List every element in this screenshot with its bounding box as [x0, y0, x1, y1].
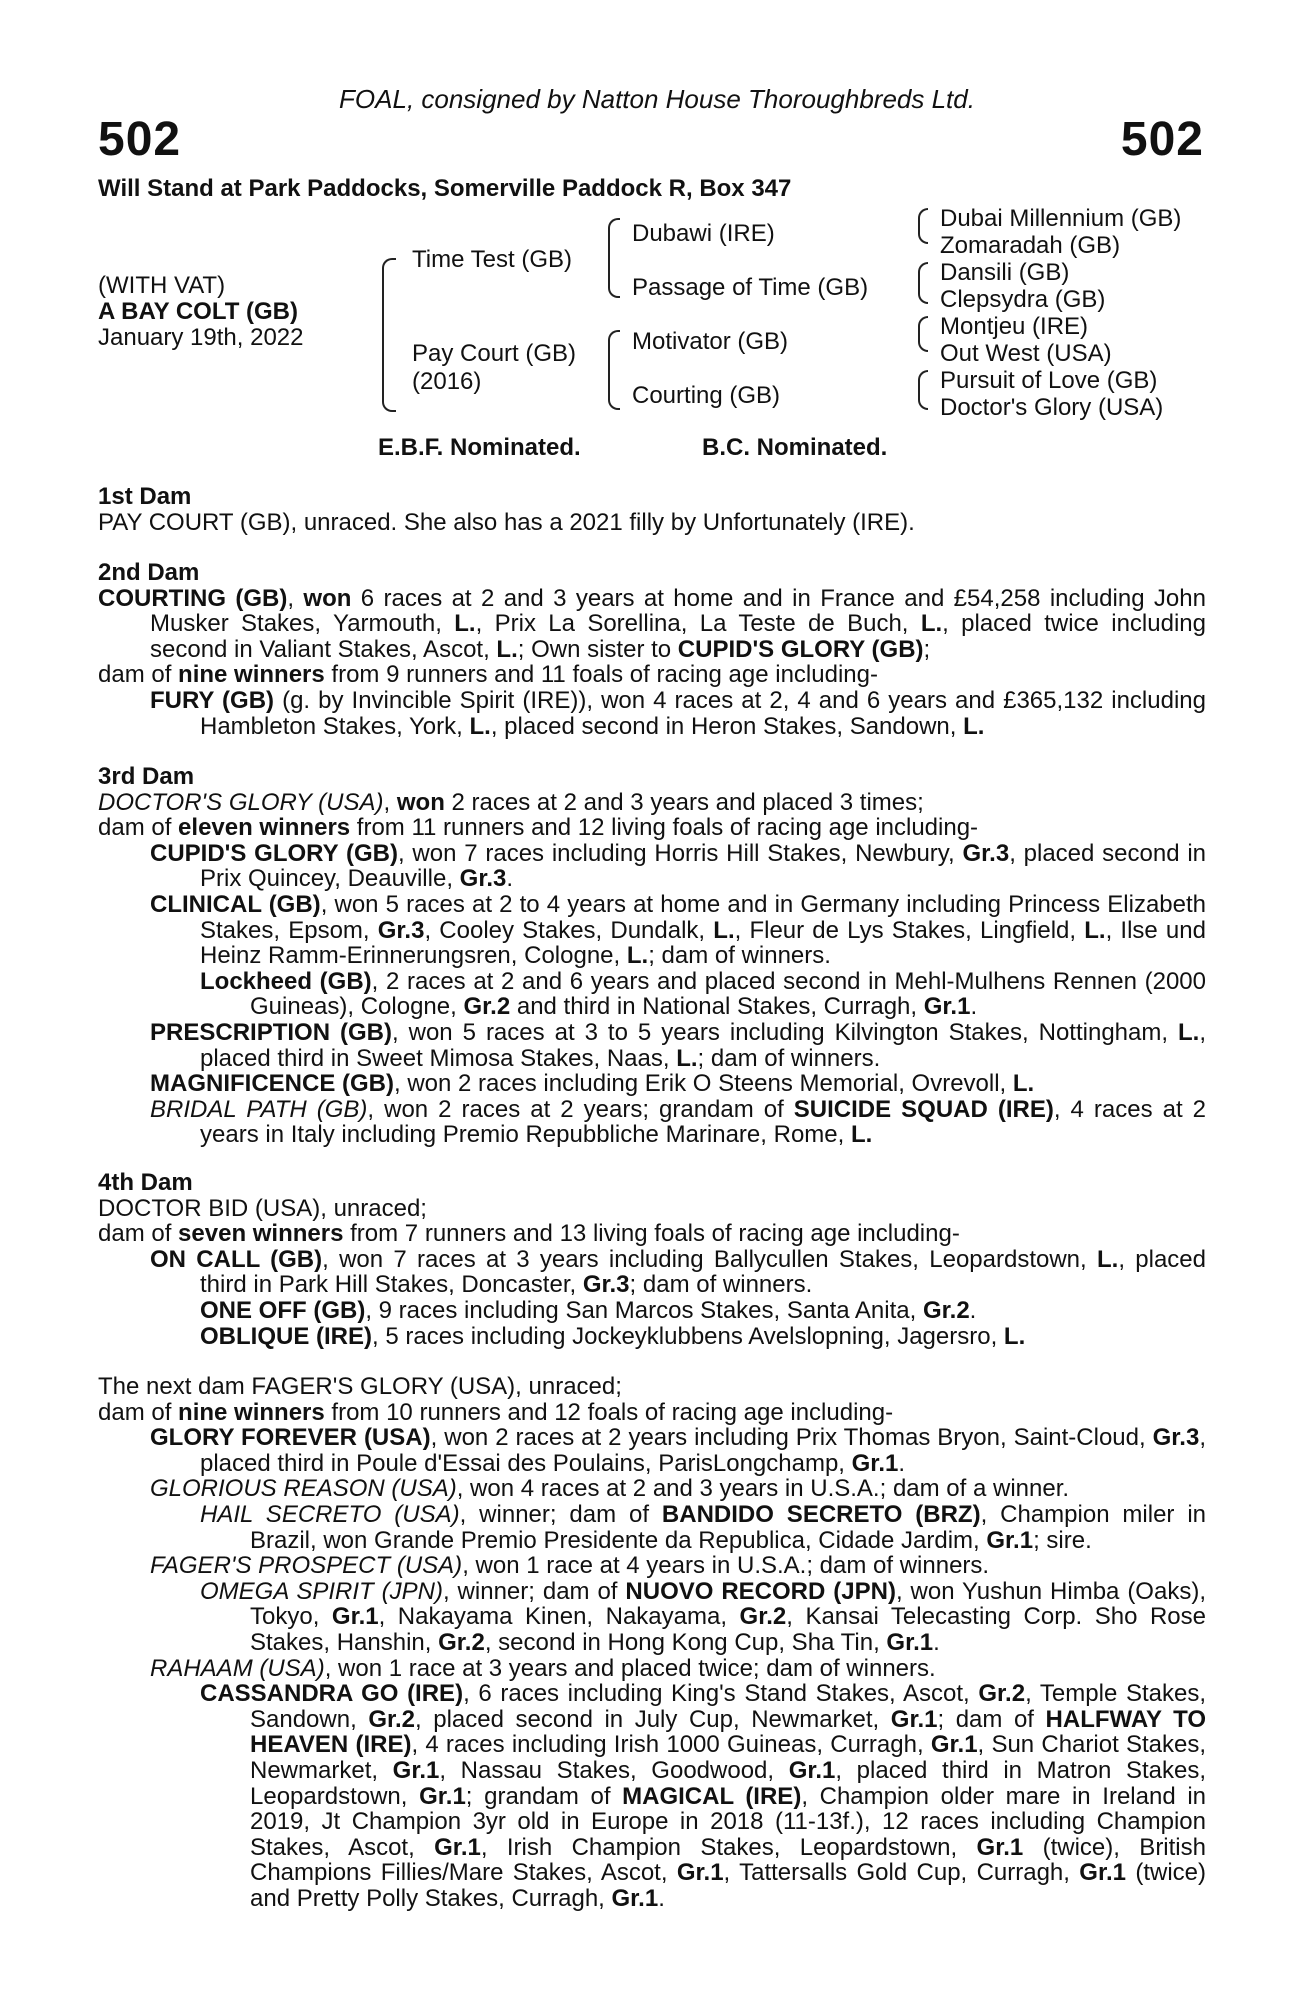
- fourth-dam-heading: 4th Dam: [98, 1169, 193, 1196]
- record-text: , Kansai Telecasting Corp. Sho Rose Stakes, Hanshin,: [250, 1603, 1207, 1656]
- progeny-name: Lockheed (GB): [200, 967, 372, 995]
- record-text: , Fleur de Lys Stakes, Lingfield,: [734, 916, 1085, 944]
- listed-label: L.: [1178, 1018, 1200, 1046]
- progeny-name: BRIDAL PATH (GB): [150, 1095, 368, 1123]
- g-ancestor-5: Montjeu (IRE): [940, 313, 1089, 340]
- sire-sire: Dubawi (IRE): [632, 220, 775, 247]
- grade-label: Gr.2: [463, 993, 511, 1021]
- record-text: , Irish Champion Stakes, Leopardstown,: [480, 1833, 977, 1861]
- grade-label: Gr.1: [788, 1756, 836, 1784]
- g-ancestor-3: Dansili (GB): [940, 259, 1070, 286]
- lot-number-left: 502: [98, 113, 182, 166]
- grade-label: Gr.1: [1079, 1859, 1126, 1887]
- great-grandchild-name: HALFWAY TO HEAVEN (IRE): [250, 1705, 1206, 1759]
- g-ancestor-4: Clepsydra (GB): [940, 286, 1106, 313]
- record-text: , won Yushun Himba (Oaks), Tokyo,: [250, 1577, 1206, 1631]
- progeny-name: ONE OFF (GB): [200, 1296, 366, 1324]
- progeny-cassandra-go: [98, 1681, 1206, 1911]
- record-text: (twice): [1125, 1859, 1206, 1887]
- progeny-name: ON CALL (GB): [150, 1245, 323, 1273]
- record-text: , Champion miler in Brazil, won Grande Premio Presidente da Republica, Cidade Jardim,: [250, 1500, 1206, 1554]
- grade-label: Gr.2: [438, 1628, 485, 1656]
- record-text: , Champion older mare in Ireland in 2019, Jt Champion 3yr old in Europe in 2018 (11-13f.), 12 races including Champion Stakes, Ascot,: [250, 1782, 1207, 1861]
- listed-label: L.: [469, 712, 491, 740]
- dam-year: (2016): [412, 368, 482, 395]
- second-dam-heading: 2nd Dam: [98, 559, 200, 586]
- listed-label: L.: [626, 942, 649, 970]
- progeny-name: HAIL SECRETO (USA): [200, 1500, 460, 1528]
- progeny-fagers-prospect: [98, 1553, 1206, 1579]
- listed-label: L.: [1084, 916, 1106, 944]
- winners-count: eleven winners: [178, 814, 351, 842]
- second-dam-produce: [98, 662, 1206, 688]
- first-dam-heading: 1st Dam: [98, 483, 192, 510]
- grade-label: Gr.1: [930, 1731, 978, 1759]
- progeny-name: CUPID'S GLORY (GB): [150, 839, 398, 867]
- record-text: 6 races at 2 and 3 years at home and in France and £54,258 including John Musker Stakes, Yarmouth,: [150, 584, 1206, 638]
- punct: .: [506, 865, 514, 893]
- grade-label: Gr.1: [986, 1526, 1034, 1554]
- progeny-cupid: [98, 841, 1206, 892]
- record-text: , won 2 races at 2 years including Prix Thomas Bryon, Saint-Cloud,: [430, 1424, 1153, 1452]
- won-label: won: [303, 584, 352, 612]
- pedigree-brace-2a: [608, 218, 620, 298]
- g-ancestor-8: Doctor's Glory (USA): [940, 394, 1164, 421]
- progeny-lockheed: [98, 969, 1206, 1020]
- pedigree-brace-3a: [918, 208, 928, 244]
- progeny-fury: [98, 688, 1206, 739]
- third-dam-heading: 3rd Dam: [98, 763, 195, 790]
- dam-dam: Courting (GB): [632, 382, 781, 409]
- record-text: , won 2 races including Erik O Steens Memorial, Ovrevoll,: [393, 1070, 1013, 1098]
- punct: .: [933, 1628, 940, 1656]
- listed-label: L.: [963, 712, 985, 740]
- grade-label: Gr.3: [1152, 1424, 1200, 1452]
- record-text: , British Champions Fillies/Mare Stakes, Ascot,: [250, 1833, 1206, 1887]
- progeny-hail-secreto: [98, 1502, 1206, 1553]
- record-text: , winner; dam of: [459, 1500, 662, 1528]
- progeny-name: PRESCRIPTION (GB): [150, 1018, 392, 1046]
- progeny-name: FURY (GB): [150, 686, 275, 714]
- record-text: ; sire.: [1033, 1526, 1092, 1554]
- grade-label: Gr.1: [392, 1756, 440, 1784]
- grade-label: Gr.1: [851, 1449, 899, 1477]
- grade-label: Gr.2: [922, 1296, 970, 1324]
- record-text: from 10 runners and 12 foals of racing age including-: [324, 1398, 894, 1426]
- punct: .: [969, 1296, 977, 1324]
- record-text: , Nassau Stakes, Goodwood,: [439, 1756, 789, 1784]
- winners-count: nine winners: [178, 1398, 325, 1426]
- punct: .: [658, 1884, 665, 1912]
- record-text: , Ilse und Heinz Ramm-Erinnerungsren, Cologne,: [200, 916, 1206, 970]
- dam-name: DOCTOR BID (USA), unraced;: [98, 1194, 427, 1222]
- punct: .: [898, 1449, 906, 1477]
- next-dam-section: [98, 1374, 1206, 1911]
- record-text: from 7 runners and 13 living foals of racing age including-: [343, 1220, 960, 1248]
- progeny-rahaam: [98, 1656, 1206, 1682]
- record-text: , 4 races including Irish 1000 Guineas, Curragh,: [411, 1731, 931, 1759]
- progeny-on-call: [98, 1247, 1206, 1298]
- record-text: , won 5 races at 2 to 4 years at home and in Germany including Princess Elizabeth Stakes, Epsom,: [200, 890, 1207, 944]
- record-text: , won 2 races at 2 years; grandam of: [367, 1095, 794, 1123]
- record-text: , placed third in Park Hill Stakes, Doncaster,: [200, 1245, 1206, 1299]
- lot-number-right: 502: [1120, 113, 1204, 166]
- record-text: , Temple Stakes, Sandown,: [250, 1680, 1206, 1733]
- pedigree-brace-3d: [918, 370, 928, 410]
- grade-label: Gr.1: [419, 1782, 466, 1810]
- record-text: and Pretty Polly Stakes, Curragh,: [250, 1884, 612, 1912]
- grade-label: Gr.3: [962, 839, 1010, 867]
- progeny-name: MAGNIFICENCE (GB): [150, 1070, 394, 1098]
- dam-name: COURTING (GB): [98, 584, 288, 612]
- progeny-name: OMEGA SPIRIT (JPN): [200, 1577, 443, 1605]
- record-text: dam of: [98, 814, 179, 842]
- progeny-glory-forever: [98, 1425, 1206, 1476]
- g-ancestor-6: Out West (USA): [940, 340, 1112, 367]
- consignment-line: FOAL, consigned by Natton House Thoroughbreds Ltd.: [339, 84, 975, 114]
- record-text: , placed twice including second in Valiant Stakes, Ascot,: [150, 610, 1206, 663]
- grade-label: Gr.1: [434, 1833, 481, 1861]
- foaling-date: January 19th, 2022: [98, 324, 304, 351]
- record-text: , placed second in Heron Stakes, Sandown,: [490, 712, 964, 740]
- record-text: ; dam of: [937, 1705, 1046, 1733]
- listed-label: L.: [850, 1121, 873, 1149]
- grade-label: Gr.2: [368, 1705, 416, 1733]
- second-dam-record: COURTING (GB), won 6 races at 2 and 3 years at home and in France and £54,258 including John Musker Stakes, Yarmouth, L., Prix La Sorellina, La Teste de Buch, L., placed twice including second in Valiant Stakes, Ascot, L.; Own sister to CUPID'S GLORY (GB);: [98, 584, 1206, 663]
- progeny-oblique: [98, 1324, 1206, 1350]
- record-text: , won 1 race at 4 years in U.S.A.; dam of winners.: [462, 1552, 990, 1580]
- sire-dam: Passage of Time (GB): [632, 274, 869, 301]
- grade-label: Gr.3: [459, 865, 507, 893]
- progeny-name: CLINICAL (GB): [150, 890, 321, 918]
- record-text: ; dam of winners.: [697, 1044, 881, 1072]
- record-text: , Nakayama Kinen, Nakayama,: [378, 1603, 740, 1631]
- dam-sire: Motivator (GB): [632, 328, 789, 355]
- record-text: , Cooley Stakes, Dundalk,: [424, 916, 714, 944]
- listed-label: L.: [1003, 1322, 1026, 1350]
- record-text: , Tattersalls Gold Cup, Curragh,: [723, 1859, 1080, 1887]
- sister-name: CUPID'S GLORY (GB): [677, 635, 924, 663]
- pedigree-brace-3b: [918, 262, 928, 304]
- first-dam-text: PAY COURT (GB), unraced. She also has a 2021 filly by Unfortunately (IRE).: [98, 508, 915, 536]
- second-dam-section: [98, 560, 1206, 739]
- grade-label: Gr.1: [923, 993, 971, 1021]
- record-text: (g. by Invincible Spirit (IRE)), won 4 races at 2, 4 and 6 years and £365,132 including Hambleton Stakes, York,: [200, 686, 1206, 740]
- record-text: , placed third in Poule d'Essai des Poulains, ParisLongchamp,: [200, 1424, 1206, 1477]
- record-text: , 5 races including Jockeyklubbens Avelslopning, Jagersro,: [372, 1322, 1004, 1350]
- grade-label: Gr.3: [582, 1271, 630, 1299]
- pedigree-brace-2b: [608, 330, 620, 410]
- grandchild-name: BANDIDO SECRETO (BRZ): [661, 1500, 981, 1528]
- record-text: , won 7 races including Horris Hill Stakes, Newbury,: [397, 839, 963, 867]
- punct: ;: [923, 635, 931, 663]
- progeny-glorious-reason: [98, 1476, 1206, 1502]
- fourth-dam-section: [98, 1170, 1206, 1349]
- record-text: , won 1 race at 3 years and placed twice; dam of winners.: [324, 1654, 936, 1682]
- record-text: dam of: [98, 661, 179, 689]
- won-label: won: [396, 788, 445, 816]
- record-text: , placed second in Prix Quincey, Deauville,: [200, 839, 1207, 893]
- grade-label: Gr.3: [377, 916, 425, 944]
- g-ancestor-1: Dubai Millennium (GB): [940, 205, 1182, 232]
- record-text: , second in Hong Kong Cup, Sha Tin,: [484, 1628, 887, 1656]
- grade-label: Gr.1: [331, 1603, 379, 1631]
- record-text: dam of: [98, 1398, 179, 1426]
- record-text: 2 races at 2 and 3 years and placed 3 times;: [444, 788, 924, 816]
- grandchild-name: SUICIDE SQUAD (IRE): [793, 1095, 1054, 1123]
- progeny-name: OBLIQUE (IRE): [200, 1322, 372, 1350]
- grade-label: Gr.2: [739, 1603, 787, 1631]
- record-text: from 11 runners and 12 living foals of racing age including-: [350, 814, 979, 842]
- record-text: (twice): [1023, 1833, 1114, 1861]
- record-text: from 9 runners and 11 foals of racing age including-: [324, 661, 878, 689]
- stabling-info: Will Stand at Park Paddocks, Somerville Paddock R, Box 347: [98, 175, 792, 202]
- record-text: , 2 races at 2 and 6 years and placed second in Mehl-Mulhens Rennen (2000 Guineas), Cologne,: [250, 967, 1206, 1021]
- record-text: , winner; dam of: [442, 1577, 626, 1605]
- grade-label: Gr.1: [676, 1859, 724, 1887]
- g-ancestor-2: Zomaradah (GB): [940, 232, 1121, 259]
- record-text: , placed second in July Cup, Newmarket,: [415, 1705, 891, 1733]
- progeny-magnificence: [98, 1071, 1206, 1097]
- horse-name: A BAY COLT (GB): [98, 298, 299, 325]
- listed-label: L.: [920, 610, 943, 638]
- record-text: , won 4 races at 2 and 3 years in U.S.A.; dam of a winner.: [456, 1475, 1070, 1503]
- listed-label: L.: [1012, 1070, 1035, 1098]
- record-text: ; grandam of: [465, 1782, 623, 1810]
- record-text: and third in National Stakes, Curragh,: [510, 993, 924, 1021]
- record-text: , won 5 races at 3 to 5 years including Kilvington Stakes, Nottingham,: [391, 1018, 1178, 1046]
- grade-label: Gr.1: [886, 1628, 934, 1656]
- listed-label: L.: [496, 635, 518, 663]
- record-text: ; dam of winners.: [648, 942, 831, 970]
- pedigree-brace-3c: [918, 316, 928, 352]
- bc-nomination: B.C. Nominated.: [702, 434, 888, 461]
- winners-count: nine winners: [178, 661, 325, 689]
- progeny-name: RAHAAM (USA): [150, 1654, 325, 1682]
- record-text: , Prix La Sorellina, La Teste de Buch,: [475, 610, 921, 638]
- record-text: , 4 races at 2 years in Italy including Premio Repubbliche Marinare, Rome,: [200, 1095, 1207, 1149]
- third-dam-section: 3rd Dam DOCTOR'S GLORY (USA), won 2 races at 2 and 3 years and placed 3 times; dam of eleven winners from 11 runners and 12 living foals of racing age including- CUPID'S GLORY (GB), won 7 races including Horris Hill Stakes, Newbury, Gr.3, placed second in Prix Quincey, Deauville, Gr.3. CLINICAL (GB), won 5 races at 2 to 4 years at home and in Germany including Princess Elizabeth Stakes, Epsom, Gr.3, Cooley Stakes, Dundalk, L., Fleur de Lys Stakes, Lingfield, L., Ilse und Heinz Ramm-Erinnerungsren, Cologne, L.; dam of winners. Lockheed (GB), 2 races at 2 and 6 years and placed second in Mehl-Mulhens Rennen (2000 Guineas), Cologne, Gr.2 and third in National Stakes, Curragh, Gr.1. PRESCRIPTION (GB), won 5 races at 3 to 5 years including Kilvington Stakes, Nottingham, L., placed third in Sweet Mimosa Stakes, Naas, L.; dam of winners. MAGNIFICENCE (GB), won 2 races including Erik O Steens Memorial, Ovrevoll, L. BRIDAL PATH (GB), won 2 races at 2 years; grandam of SUICIDE SQUAD (IRE), 4 races at 2 years in Italy including Premio Repubbliche Marinare, Rome, L.: [98, 763, 1207, 1149]
- progeny-clinical: [98, 892, 1206, 969]
- progeny-name: GLORY FOREVER (USA): [150, 1424, 431, 1452]
- record-text: ; Own sister to: [517, 635, 678, 663]
- record-text: , placed third in Matron Stakes, Leopardstown,: [250, 1756, 1206, 1810]
- record-text: dam of: [98, 1220, 179, 1248]
- progeny-prescription: [98, 1020, 1206, 1071]
- record-text: , Sun Chariot Stakes, Newmarket,: [250, 1731, 1206, 1784]
- record-text: , 9 races including San Marcos Stakes, Santa Anita,: [365, 1296, 923, 1324]
- progeny-bridal-path: [98, 1097, 1206, 1148]
- first-dam-section: [98, 484, 1206, 535]
- punct: .: [970, 993, 978, 1021]
- pedigree-brace-1: [382, 258, 396, 412]
- dam-name: DOCTOR'S GLORY (USA): [98, 788, 384, 816]
- record-text: , won 7 races at 3 years including Ballycullen Stakes, Leopardstown,: [322, 1245, 1097, 1273]
- progeny-name: FAGER'S PROSPECT (USA): [150, 1552, 463, 1580]
- grade-label: Gr.2: [978, 1680, 1026, 1708]
- progeny-name: GLORIOUS REASON (USA): [150, 1475, 457, 1503]
- listed-label: L.: [676, 1044, 698, 1072]
- listed-label: L.: [1096, 1245, 1119, 1273]
- record-text: , placed third in Sweet Mimosa Stakes, Naas,: [200, 1018, 1206, 1072]
- grade-label: Gr.1: [890, 1705, 938, 1733]
- grandchild-name: NUOVO RECORD (JPN): [625, 1577, 896, 1605]
- grade-label: Gr.1: [611, 1884, 659, 1912]
- grandchild-name: CASSANDRA GO (IRE): [200, 1680, 464, 1708]
- record-text: , 6 races including King's Stand Stakes, Ascot,: [463, 1680, 979, 1708]
- dam: Pay Court (GB): [412, 340, 577, 367]
- winners-count: seven winners: [178, 1220, 344, 1248]
- progeny-omega-spirit: [98, 1579, 1206, 1656]
- next-dam-name: The next dam FAGER'S GLORY (USA), unraced;: [98, 1373, 622, 1400]
- record-text: ; dam of winners.: [629, 1271, 813, 1299]
- listed-label: L.: [454, 610, 476, 638]
- ebf-nomination: E.B.F. Nominated.: [378, 434, 581, 461]
- vat-note: (WITH VAT): [98, 272, 226, 299]
- progeny-one-off: [98, 1298, 1206, 1324]
- sire: Time Test (GB): [412, 246, 573, 273]
- grade-label: Gr.1: [976, 1833, 1024, 1861]
- g-ancestor-7: Pursuit of Love (GB): [940, 367, 1158, 394]
- great-great-grandchild-name: MAGICAL (IRE): [622, 1782, 802, 1810]
- listed-label: L.: [713, 916, 735, 944]
